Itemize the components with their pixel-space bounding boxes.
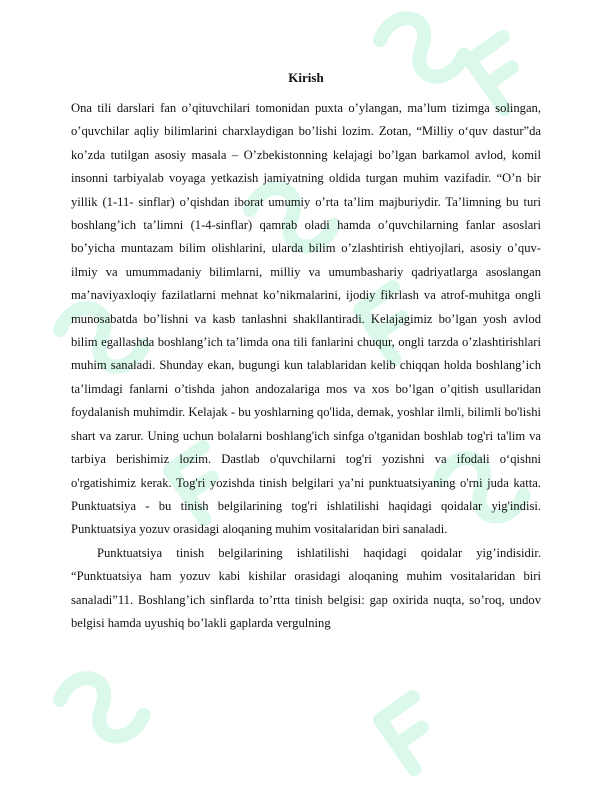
watermark-mark: [380, 697, 447, 769]
paragraph: Punktuatsiya tinish belgilarining ishlatilishi haqidagi qoidalar yig’indisidir. “Punktuatsiya ham yozuv kabi kishilar orasidagi aloqaning muhim vositalaridan biri sanaladi”11. Boshlang’ich sinflarda to’rtta tinish belgisi: gap oxirida nuqta, so’roq, undov belgisi hamda uyushiq bo’lakli gaplarda vergulning: [71, 545, 541, 630]
document-title: Kirish: [288, 70, 324, 85]
watermark-mark: [56, 660, 147, 754]
document-page: [71, 70, 541, 635]
paragraph: Ona tili darslari fan o’qituvchilari tomonidan puxta o’ylangan, ma’lum tizimga solingan, o’quvchilar aqliy bilimlarini charxlaydigan bo’lishi lozim. Zotan, “Milliy o‘quv dastur”da ko’zda tutilgan asosiy masala – O’zbekistonning kelajagi bo’lgan barkamol avlod, komil insonni tarbiyalab voyaga yetkazish jamiyatning oldida turgan muhim vazifadir. “O’n bir yillik (1-11- sinflar) o’qishdan iborat umumiy o’rta ta’lim majburiydir. Ta’limning bu turi boshlang’ich ta’limni (1-4-sinflar) qamrab oladi hamda o’quvchilarning fanlar asoslari bo’yicha muntazam bilim olishlarini, ularda bilim o’zlashtirish ehtiyojlari, asosiy o’quv-ilmiy va umummadaniy bilimlarni, milliy va umumbashariy qadriyatlarga asoslangan ma’naviyaxloqiy fazilatlarni mehnat ko’nikmalarini, ijodiy fikrlash va atrof-muhitga ongli munosabatda bo’lishni va kasb tanlashni shakllantiradi. Kelajagimiz bo’lgan yosh avlod bilim egallashda boshlang’ich ta’limda ona tili fanlarini chuqur, ongli tarzda o’zlashtirishlari muhim sanaladi. Shunday ekan, bugungi kun talablaridan kelib chiqqan holda boshlang’ich ta’limdagi fanlarni o’tishda jahon andozalariga mos va xos bo’lgan o’qitish usullaridan foydalanish muhimdir. Kelajak - bu yoshlarning qo'lida, demak, yoshlar ilmli, bilimli bo'lishi shart va zarur. Uning uchun bolalarni boshlang'ich sinfga o'tganidan boshlab tog'ri ta'lim va tarbiya berishimiz lozim. Dastlab o'quvchilarni tog'ri yozishni va ifodali o‘qishni o'rgatishimiz kerak. Tog'ri yozishda tinish belgilari ya’ni punktuatsiyaning o'rni juda katta. Punktuatsiya - bu tinish belgilarining tog'ri ishlatilishi haqidagi qoidalar yig'indisi. Punktuatsiya yozuv orasidagi aloqaning muhim vositalaridan biri sanaladi.: [71, 101, 541, 537]
